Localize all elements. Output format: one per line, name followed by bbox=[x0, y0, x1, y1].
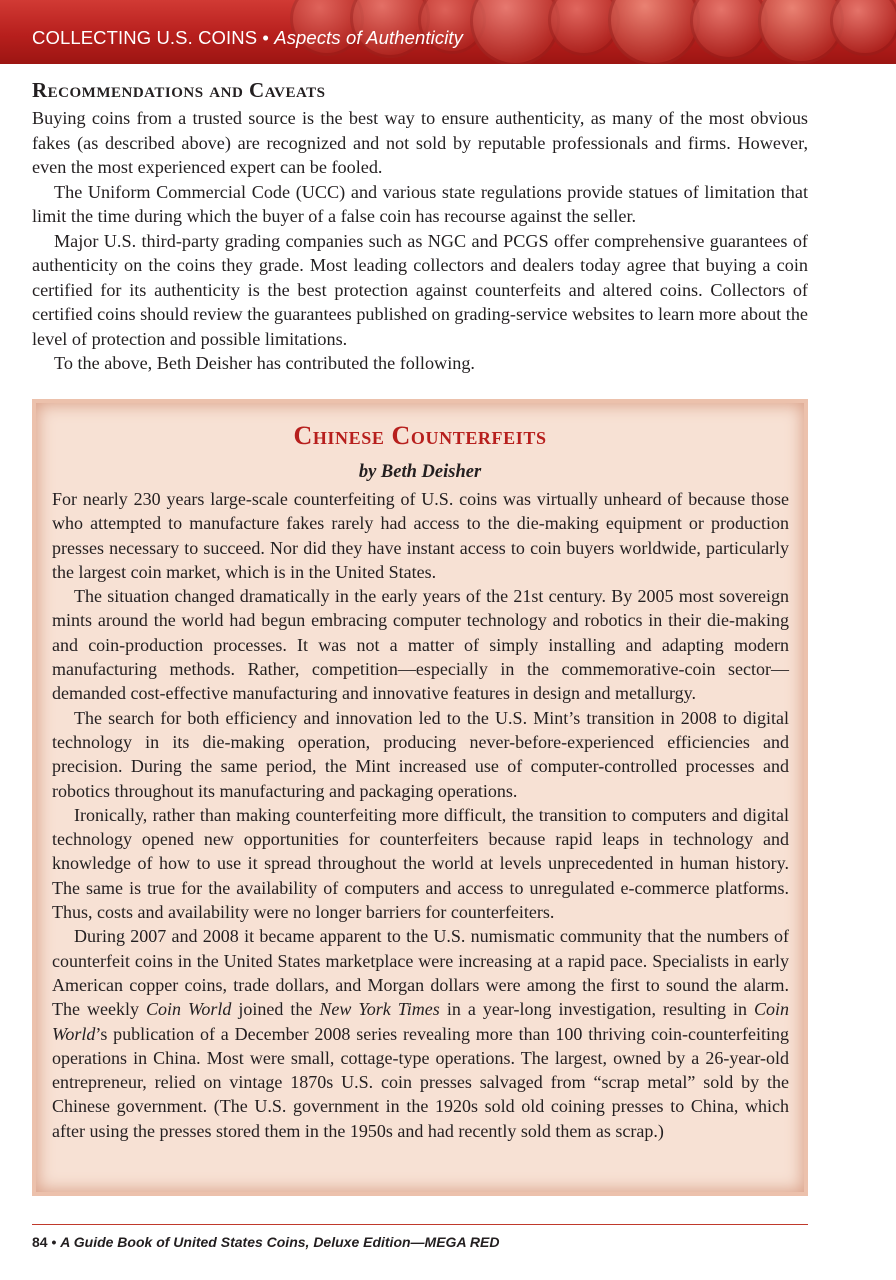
sidebar-paragraph bbox=[52, 924, 789, 1143]
intro-paragraph: Buying coins from a trusted source is the best way to ensure authenticity, as many of the most obvious fakes (as described above) are recognized and not sold by reputable professionals and firms. However, even the most experienced expert can be fooled. bbox=[32, 108, 808, 177]
coin-decoration-icon bbox=[690, 0, 768, 60]
sidebar-box bbox=[32, 399, 808, 1196]
header-banner bbox=[0, 0, 896, 64]
publication-title: Coin World bbox=[146, 999, 232, 1020]
text-run: ’s publication of a December 2008 series revealing more than 100 thriving coin-counterfeiting operations in China. Most were small, cottage-type operations. The largest, owned by a 26-year-old entrepreneur, relied on vintage 1870s U.S. coin presses salvaged from “scrap metal” sold by the Chinese government. (The U.S. government in the 1920s sold old coining presses to China, which after using the presses stored them in the 1950s and had recently sold them as scrap.) bbox=[52, 1023, 789, 1141]
intro-paragraph: The Uniform Commercial Code (UCC) and various state regulations provide statues of limitation that limit the time during which the buyer of a false coin has recourse against the seller. bbox=[32, 181, 808, 226]
header-section: COLLECTING U.S. COINS bbox=[32, 27, 258, 48]
publication-title: New York Times bbox=[319, 999, 440, 1020]
text-run: During 2007 and 2008 it became apparent to the U.S. numismatic community that the numbers of counterfeit coins in the United States marketplace were increasing at a rapid pace. Specialists in early American copper coins, trade dollars, and Morgan dollars were among the first to sound the alarm. The weekly bbox=[52, 926, 789, 1020]
text-run: joined the bbox=[231, 999, 320, 1020]
coin-decoration-icon bbox=[830, 0, 896, 56]
header-subsection: Aspects of Authenticity bbox=[274, 27, 464, 48]
sidebar-paragraph: The search for both efficiency and innovation led to the U.S. Mint’s transition in 2008 to digital technology in its die-making operation, producing never-before-experienced efficiencies and precision. During the same period, the Mint increased use of computer-controlled processes and robotics throughout its manufacturing and packaging operations. bbox=[52, 707, 789, 801]
book-title: A Guide Book of United States Coins, Deluxe Edition—MEGA RED bbox=[60, 1234, 500, 1250]
coin-decoration-icon bbox=[608, 0, 700, 64]
publication-title: Coin World bbox=[52, 999, 790, 1044]
sidebar-paragraph: For nearly 230 years large-scale counterfeiting of U.S. coins was virtually unheard of because those who attempted to manufacture fakes rarely had access to the die-making equipment or production presses necessary to succeed. Nor did they have instant access to coin buyers worldwide, particularly the largest coin market, which is in the United States. bbox=[52, 489, 789, 582]
footer-rule bbox=[32, 1224, 808, 1225]
page-number: 84 bbox=[32, 1234, 48, 1250]
running-header bbox=[32, 27, 463, 49]
intro-paragraph: To the above, Beth Deisher has contributed the following. bbox=[54, 353, 475, 373]
coin-decoration-icon bbox=[470, 0, 560, 64]
footer-separator: • bbox=[51, 1234, 57, 1250]
intro-paragraph: Major U.S. third-party grading companies such as NGC and PCGS offer comprehensive guarantees of authenticity on the coins they grade. Most leading collectors and dealers today agree that buying a coin certified for its authenticity is the best protection against counterfeits and altered coins. Collectors of certified coins should review the guarantees published on grading-service websites to learn more about the level of protection and possible limitations. bbox=[32, 230, 808, 349]
header-separator: • bbox=[262, 27, 269, 48]
intro-text bbox=[32, 106, 808, 376]
text-run: in a year-long investigation, resulting in bbox=[439, 999, 754, 1020]
sidebar-paragraph: Ironically, rather than making counterfeiting more difficult, the transition to computers and digital technology opened new opportunities for counterfeiters because rapid leaps in technology and knowledge of how to use it spread throughout the world at levels unprecedented in human history. The same is true for the availability of computers and access to unregulated e-commerce platforms. Thus, costs and availability were no longer barriers for counterfeiters. bbox=[52, 804, 789, 923]
section-heading: Recommendations and Caveats bbox=[32, 78, 326, 102]
sidebar-body bbox=[52, 487, 789, 1143]
sidebar-title: Chinese Counterfeits bbox=[293, 421, 547, 450]
sidebar-paragraph: The situation changed dramatically in the early years of the 21st century. By 2005 most sovereign mints around the world had begun embracing computer technology and robotics in their die-making and coin-production processes. It was not a matter of simply installing and adapting modern manufacturing methods. Rather, competition—especially in the commemorative-coin sector—demanded cost-effective manufacturing and innovative features in design and metallurgy. bbox=[52, 586, 789, 704]
sidebar-byline: by Beth Deisher bbox=[358, 462, 482, 482]
running-footer bbox=[32, 1234, 499, 1250]
